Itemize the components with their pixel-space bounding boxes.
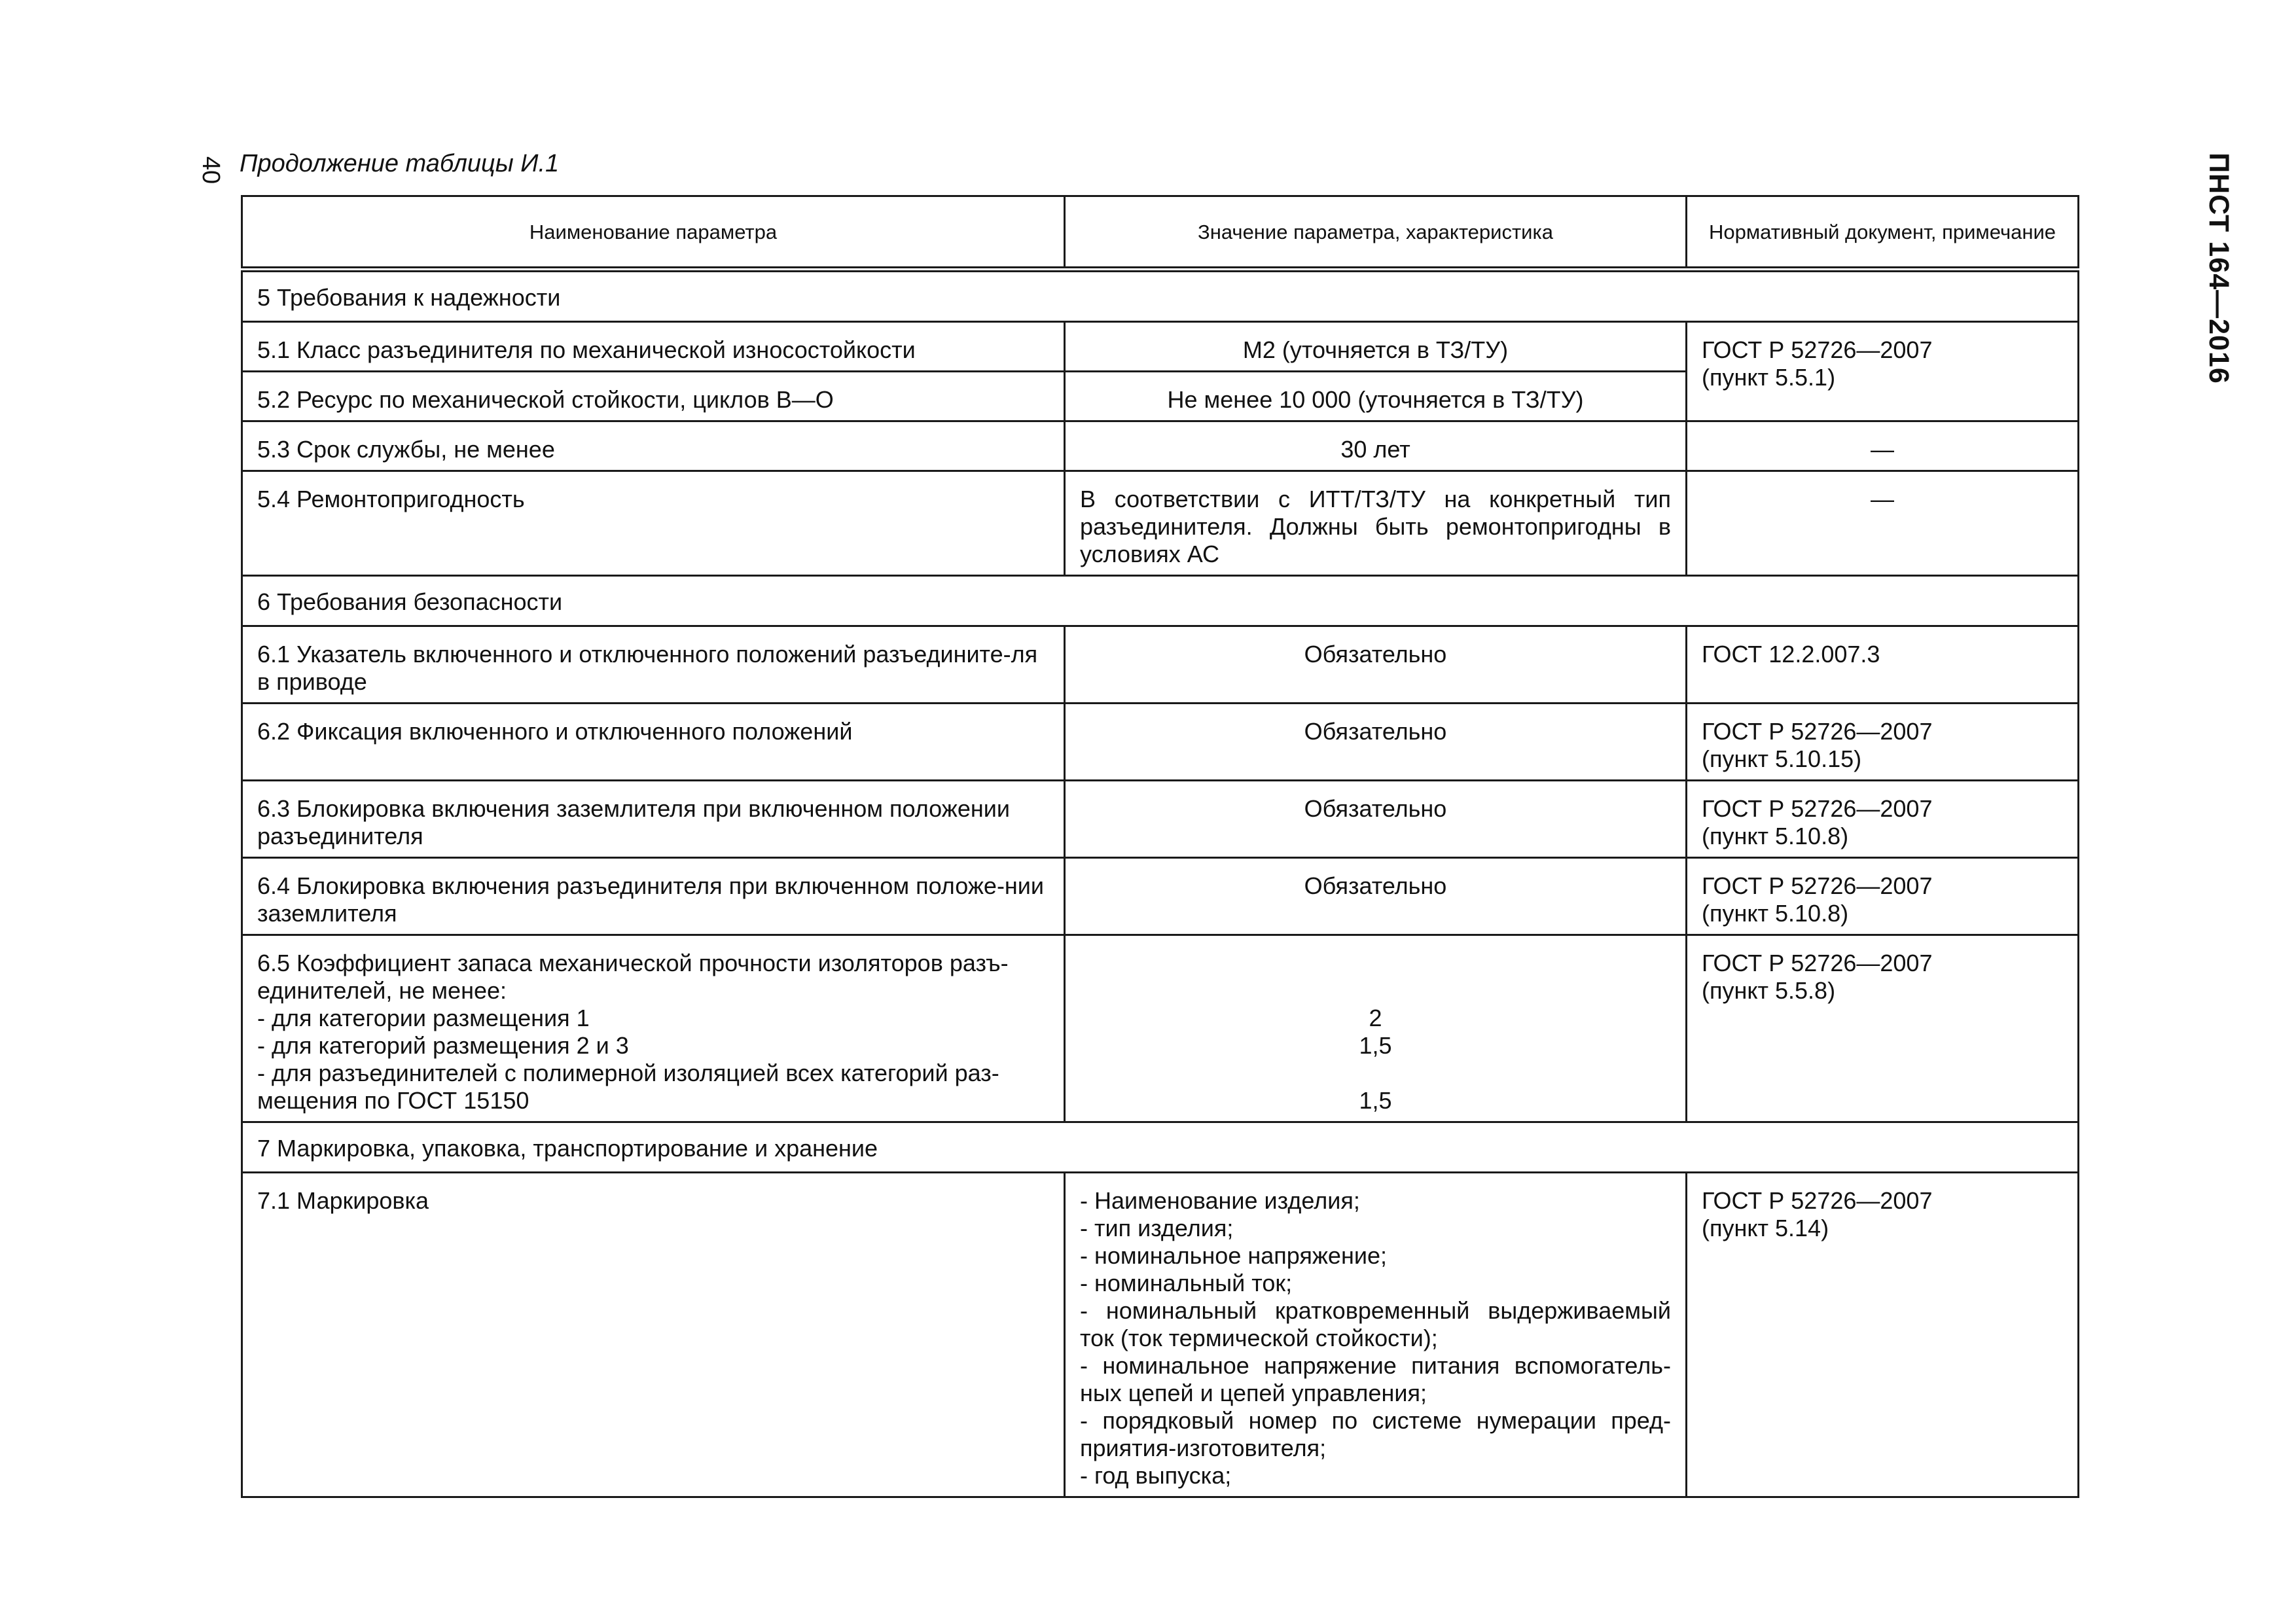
list-item: - номинальный ток; — [1080, 1270, 1293, 1296]
list-item: - порядковый номер по системе нумерации пред-приятия-изготовителя; — [1080, 1407, 1671, 1461]
param-name: 5.2 Ресурс по механической стойкости, циклов В—О — [242, 372, 1065, 421]
list-item: - для категорий размещения 2 и 3 — [257, 1032, 629, 1059]
header-normative-document: Нормативный документ, примечание — [1687, 196, 2079, 270]
table-row — [242, 322, 2079, 372]
document-ref: ГОСТ Р 52726—2007 — [1702, 336, 1933, 363]
table-row — [242, 626, 2079, 704]
header-parameter-value: Значение параметра, характеристика — [1065, 196, 1687, 270]
spacer — [1080, 1060, 1671, 1087]
list-item: - год выпуска; — [1080, 1462, 1232, 1489]
document-ref: ГОСТ Р 52726—2007 — [1702, 1187, 1933, 1214]
param-value: Обязательно — [1065, 781, 1687, 858]
spacer — [1080, 950, 1671, 977]
param-value: Обязательно — [1065, 626, 1687, 704]
document-clause: (пункт 5.10.8) — [1702, 900, 1849, 927]
param-document — [1687, 858, 2079, 935]
table-continuation-title: Продолжение таблицы И.1 — [240, 150, 560, 177]
document-clause: (пункт 5.14) — [1702, 1215, 1829, 1241]
param-document — [1687, 935, 2079, 1122]
param-document: — — [1687, 471, 2079, 576]
section-title: 5 Требования к надежности — [242, 270, 2079, 322]
table-row — [242, 858, 2079, 935]
document-ref: ГОСТ Р 52726—2007 — [1702, 872, 1933, 899]
param-value: Обязательно — [1065, 858, 1687, 935]
param-name: 6.1 Указатель включенного и отключенного положений разъедините-ля в приводе — [242, 626, 1065, 704]
document-clause: (пункт 5.5.8) — [1702, 977, 1836, 1004]
param-document — [1687, 781, 2079, 858]
section-title: 6 Требования безопасности — [242, 576, 2079, 626]
table-row — [242, 781, 2079, 858]
document-ref: ГОСТ Р 52726—2007 — [1702, 950, 1933, 976]
section-row — [242, 270, 2079, 322]
param-name: 5.4 Ремонтопригодность — [242, 471, 1065, 576]
param-value: Обязательно — [1065, 704, 1687, 781]
param-value: В соответствии с ИТТ/ТЗ/ТУ на конкретный тип разъединителя. Должны быть ремонтопригодны в условиях АС — [1065, 471, 1687, 576]
param-value — [1065, 935, 1687, 1122]
section-title: 7 Маркировка, упаковка, транспортирование и хранение — [242, 1122, 2079, 1173]
param-name: 7.1 Маркировка — [242, 1173, 1065, 1497]
param-name: 6.3 Блокировка включения заземлителя при включенном положении разъединителя — [242, 781, 1065, 858]
param-value: М2 (уточняется в ТЗ/ТУ) — [1065, 322, 1687, 372]
page-number: 40 — [197, 156, 224, 185]
list-item: - тип изделия; — [1080, 1215, 1234, 1241]
table-row — [242, 704, 2079, 781]
value-item: 2 — [1369, 1005, 1382, 1031]
param-document — [1687, 322, 2079, 421]
document-clause: (пункт 5.5.1) — [1702, 364, 1836, 391]
document-clause: (пункт 5.10.8) — [1702, 823, 1849, 849]
param-document — [1687, 704, 2079, 781]
document-ref: ГОСТ Р 52726—2007 — [1702, 795, 1933, 822]
parameters-table — [241, 195, 2079, 1498]
param-value: Не менее 10 000 (уточняется в ТЗ/ТУ) — [1065, 372, 1687, 421]
param-name: 6.4 Блокировка включения разъединителя при включенном положе-нии заземлителя — [242, 858, 1065, 935]
standard-code: ПНСТ 164—2016 — [2203, 152, 2234, 384]
param-name-lead: 6.5 Коэффициент запаса механической прочности изоляторов разъ-единителей, не менее: — [257, 950, 1009, 1004]
table-header-row — [242, 196, 2079, 270]
section-row — [242, 1122, 2079, 1173]
list-item: - для категории размещения 1 — [257, 1005, 590, 1031]
value-item: 1,5 — [1359, 1032, 1392, 1059]
value-item: 1,5 — [1359, 1087, 1392, 1114]
header-parameter-name: Наименование параметра — [242, 196, 1065, 270]
param-name: 5.3 Срок службы, не менее — [242, 421, 1065, 471]
param-value — [1065, 1173, 1687, 1497]
document-clause: (пункт 5.10.15) — [1702, 745, 1862, 772]
param-name — [242, 935, 1065, 1122]
section-row — [242, 576, 2079, 626]
list-item: - номинальный кратковременный выдерживаемый ток (ток термической стойкости); — [1080, 1297, 1671, 1351]
table-row — [242, 935, 2079, 1122]
param-document — [1687, 1173, 2079, 1497]
param-value: 30 лет — [1065, 421, 1687, 471]
table-row — [242, 421, 2079, 471]
param-document: ГОСТ 12.2.007.3 — [1687, 626, 2079, 704]
param-name: 6.2 Фиксация включенного и отключенного положений — [242, 704, 1065, 781]
list-item: - номинальное напряжение питания вспомогатель-ных цепей и цепей управления; — [1080, 1352, 1671, 1406]
list-item: - номинальное напряжение; — [1080, 1242, 1387, 1269]
document-ref: ГОСТ Р 52726—2007 — [1702, 718, 1933, 745]
list-item: - для разъединителей с полимерной изоляцией всех категорий раз-мещения по ГОСТ 15150 — [257, 1060, 999, 1114]
param-document: — — [1687, 421, 2079, 471]
spacer — [1080, 977, 1671, 1005]
param-name: 5.1 Класс разъединителя по механической износостойкости — [242, 322, 1065, 372]
table-row — [242, 1173, 2079, 1497]
table-row — [242, 471, 2079, 576]
list-item: - Наименование изделия; — [1080, 1187, 1360, 1214]
